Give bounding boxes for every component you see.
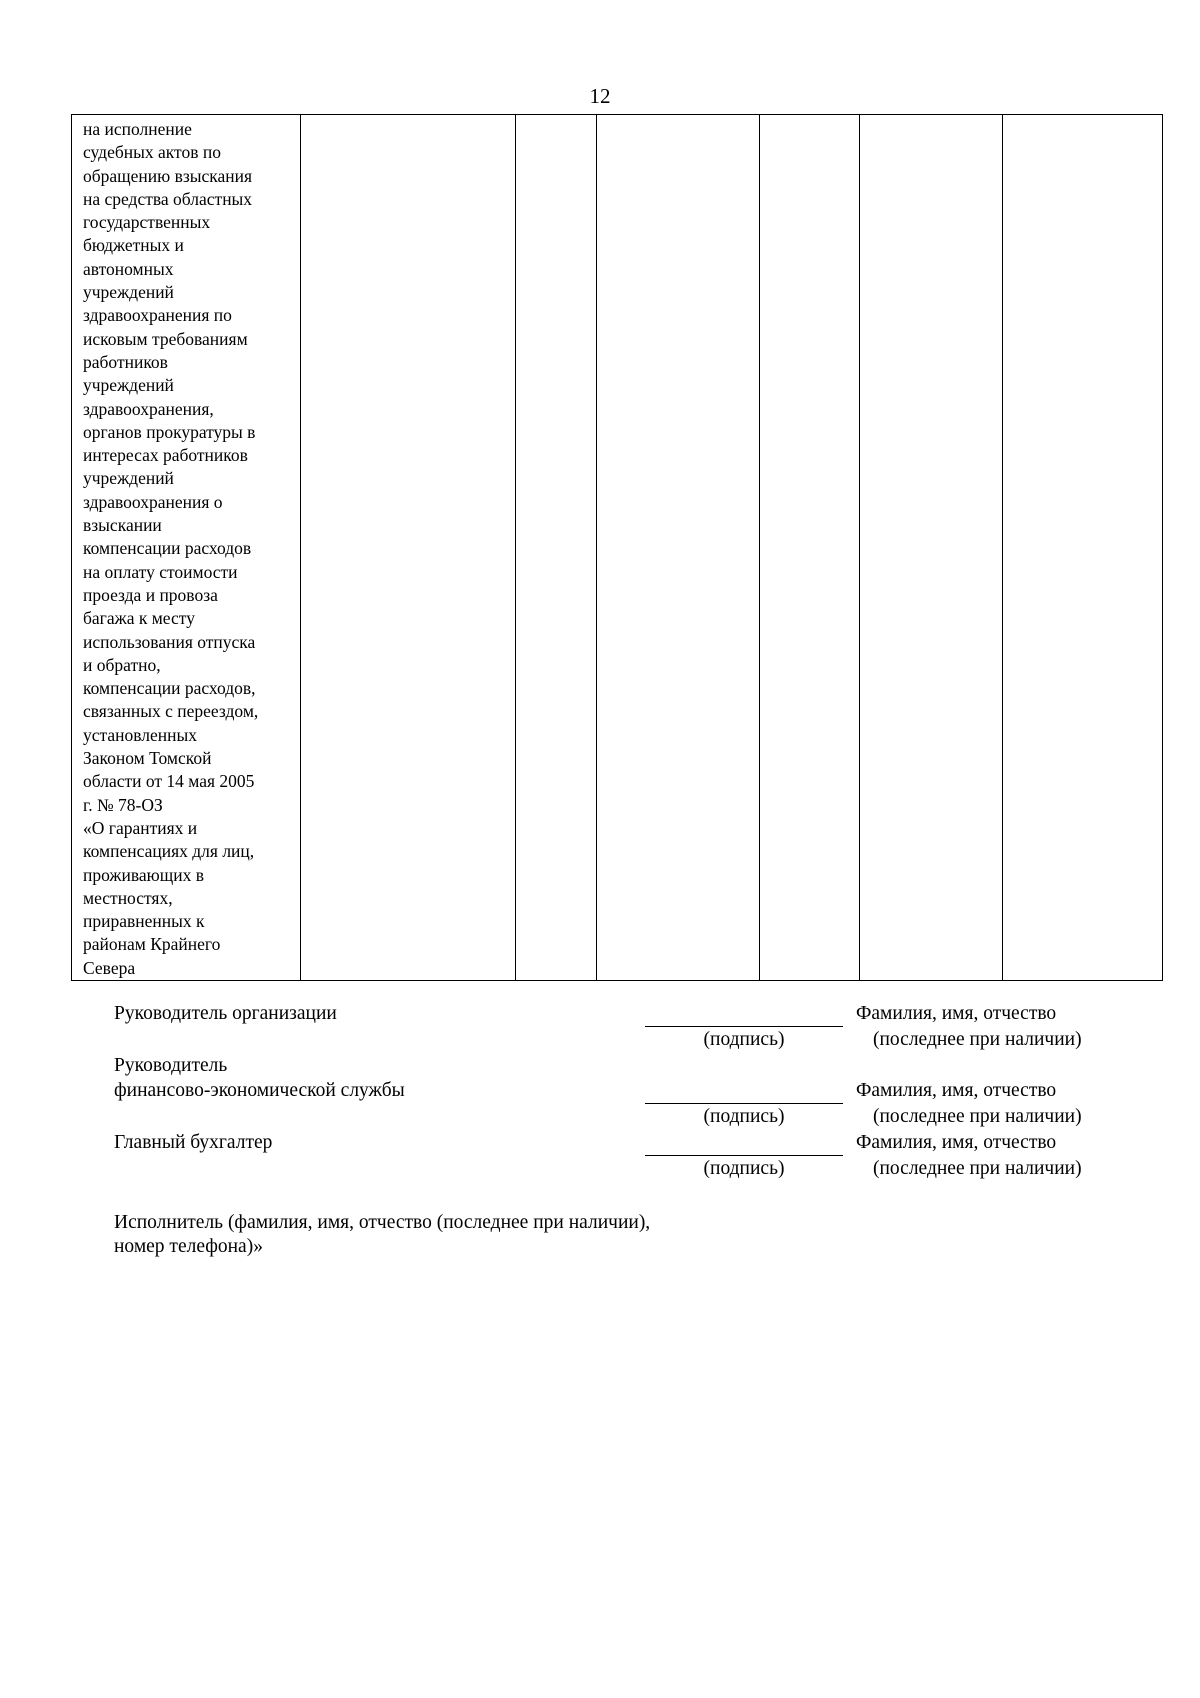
executor-note: Исполнитель (фамилия, имя, отчество (последнее при наличии), номер телефона)» [114, 1212, 651, 1257]
accountant-name-sub-caption: (последнее при наличии) [873, 1158, 1082, 1179]
accountant-name-caption: Фамилия, имя, отчество [856, 1132, 1057, 1153]
expense-description-cell: на исполнение судебных актов по обращению взыскания на средства областных государственных бюджетных и автономных учреждений здравоохранения по исковым требованиям работников учреждений здравоохранения, органов прокуратуры в интересах работников учреждений здравоохранения о взыскании компенсации расходов на оплату стоимости проезда и провоза багажа к месту использования отпуска и обратно, компенсации расходов, связанных с переездом, установленных Законом Томской области от 14 мая 2005 г. № 78-ОЗ «О гарантиях и компенсациях для лиц, проживающих в местностях, приравненных к районам Крайнего Севера [72, 115, 301, 981]
finance-name-sub-caption: (последнее при наличии) [873, 1106, 1082, 1127]
accountant-label: Главный бухгалтер [114, 1132, 273, 1153]
finance-signature-caption: (подпись) [703, 1106, 785, 1127]
accountant-signature-caption: (подпись) [703, 1158, 785, 1179]
finance-label-line2: финансово-экономической службы [114, 1080, 405, 1101]
finance-signature-line[interactable] [645, 1103, 843, 1104]
head-signature-caption: (подпись) [703, 1029, 785, 1050]
finance-label-line1: Руководитель [114, 1055, 228, 1076]
accountant-signature-line[interactable] [645, 1155, 843, 1156]
head-name-sub-caption: (последнее при наличии) [873, 1029, 1082, 1050]
finance-name-caption: Фамилия, имя, отчество [856, 1080, 1057, 1101]
page-number: 12 [589, 84, 611, 108]
head-label: Руководитель организации [114, 1003, 337, 1024]
head-name-caption: Фамилия, имя, отчество [856, 1003, 1057, 1024]
head-signature-line[interactable] [645, 1026, 843, 1027]
